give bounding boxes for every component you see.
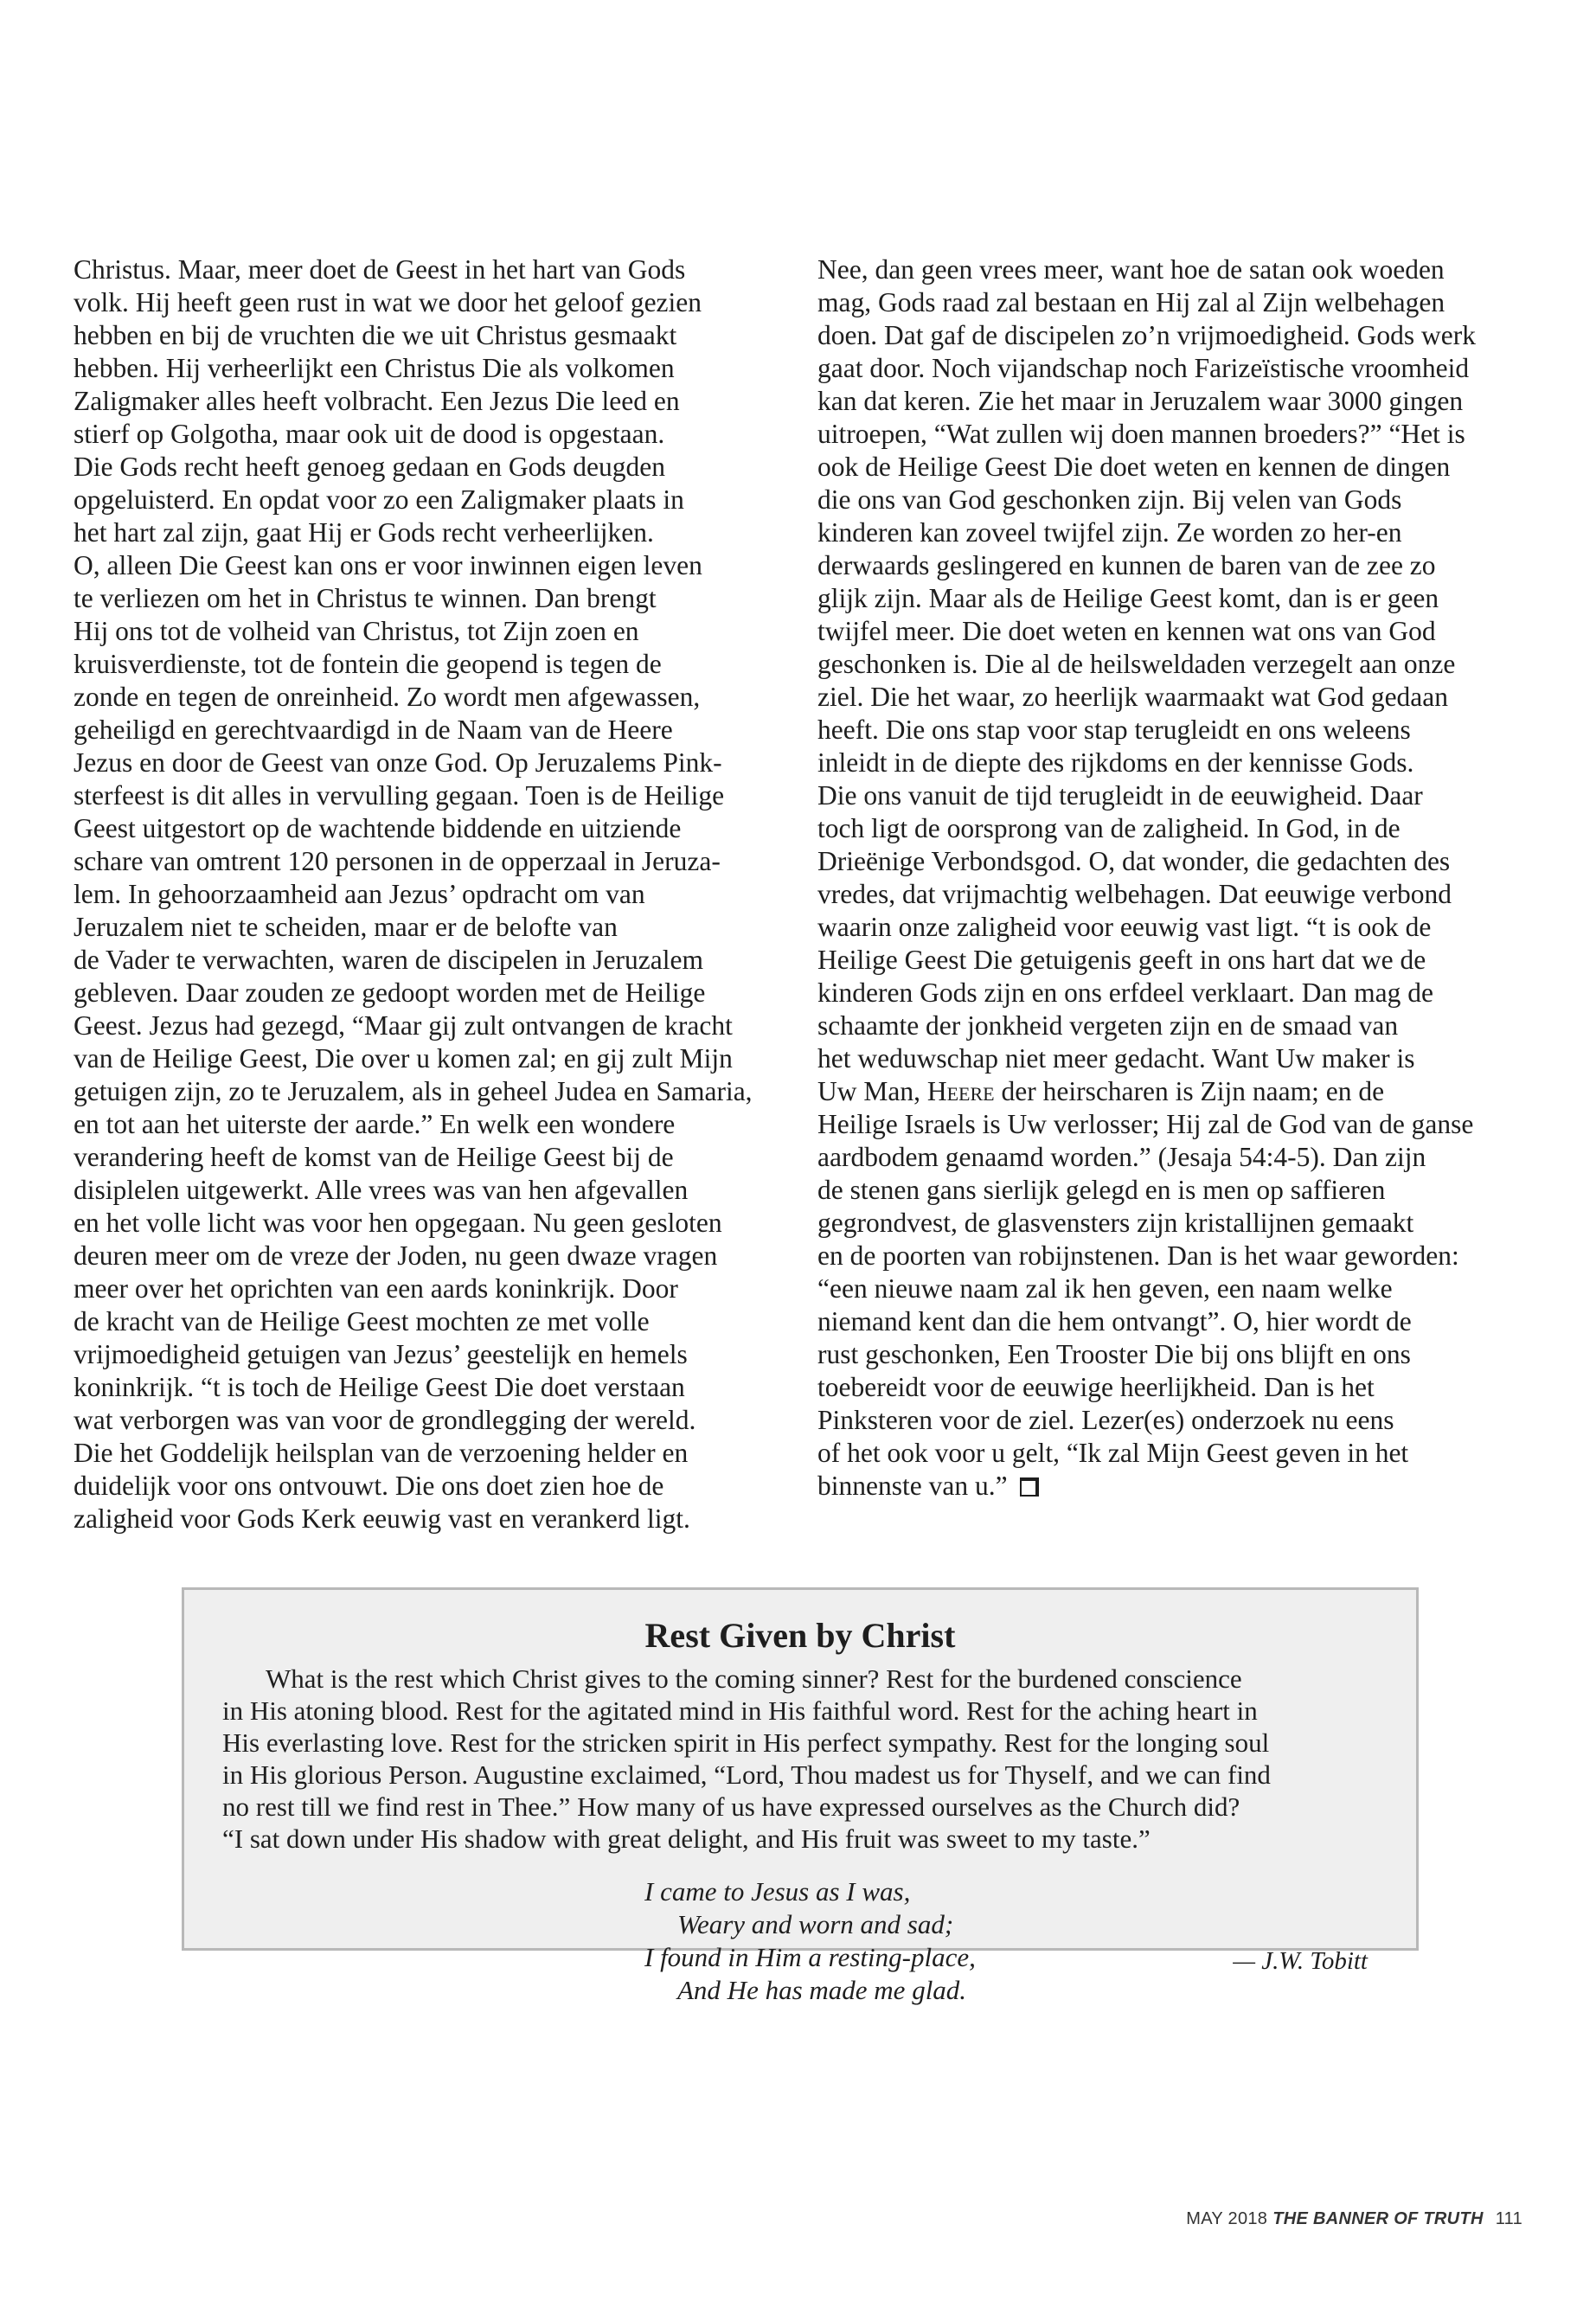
text-line: waarin onze zaligheid voor eeuwig vast ligt. “t is ook de [817,912,1432,942]
text-line: duidelijk voor ons ontvouwt. Die ons doet zien hoe de [74,1471,664,1501]
text-line: kinderen kan zoveel twijfel zijn. Ze worden zo her-en [817,517,1402,548]
text-line: de Vader te verwachten, waren de discipelen in Jeruzalem [74,945,703,975]
text-line: wat verborgen was van voor de grondlegging der wereld. [74,1405,696,1435]
text-line: Jezus en door de Geest van onze God. Op Jeruzalems Pink- [74,747,722,778]
sidebar-title: Rest Given by Christ [644,1616,956,1655]
text-line: And He has made me glad. [677,1975,967,2005]
text-line: Jeruzalem niet te scheiden, maar er de belofte van [74,912,618,942]
text-line: zaligheid voor Gods Kerk eeuwig vast en verankerd ligt. [74,1503,690,1534]
article-right-column [817,253,1518,1503]
text-line: Christus. Maar, meer doet de Geest in het hart van Gods [74,254,686,285]
text-line: of het ook voor u gelt, “Ik zal Mijn Geest geven in het [817,1438,1409,1468]
sidebar-box [182,1587,1419,2005]
text-line: no rest till we find rest in Thee.” How many of us have expressed ourselves as the Church did? [222,1791,1240,1822]
text-line: volk. Hij heeft geen rust in wat we door het geloof gezien [74,287,702,317]
text-line: Drieënige Verbondsgod. O, dat wonder, die gedachten des [817,846,1451,876]
text-line: Geest. Jezus had gezegd, “Maar gij zult ontvangen de kracht [74,1010,733,1041]
text-line: Heilige Israels is Uw verlosser; Hij zal de God van de ganse [817,1109,1474,1139]
right-column-part-b [817,1108,1518,1470]
text-line: Die het Goddelijk heilsplan van de verzoening helder en [74,1438,689,1468]
text-line: kinderen Gods zijn en ons erfdeel verklaart. Dan mag de [817,977,1433,1008]
text-line: en de poorten van robijnstenen. Dan is het waar geworden: [817,1240,1459,1271]
end-of-article-icon [1020,1477,1039,1497]
right-column-part-a [817,253,1518,1075]
lord-small-caps: Heere [926,1076,995,1106]
text-line: verandering heeft de komst van de Heilige Geest bij de [74,1142,674,1172]
text-line: koninkrijk. “t is toch de Heilige Geest Die doet verstaan [74,1372,685,1402]
text-line: de kracht van de Heilige Geest mochten ze met volle [74,1306,650,1336]
sidebar-body [222,1663,1381,1855]
text-line: deuren meer om de vreze der Joden, nu geen dwaze vragen [74,1240,718,1271]
text-line: Weary and worn and sad; [677,1909,954,1939]
text-line: kan dat keren. Zie het maar in Jeruzalem waar 3000 gingen [817,386,1464,416]
text-line: lem. In gehoorzaamheid aan Jezus’ opdracht om van [74,879,645,909]
text-line: het hart zal zijn, gaat Hij er Gods recht verheerlijken. [74,517,654,548]
text-line: in His glorious Person. Augustine exclaimed, “Lord, Thou madest us for Thyself, and we can find [222,1759,1271,1790]
text-line: zonde en tegen de onreinheid. Zo wordt men afgewassen, [74,682,701,712]
text-line: schare van omtrent 120 personen in de opperzaal in Jeruza- [74,846,721,876]
text-line: niemand kent dan die hem ontvangt”. O, hier wordt de [817,1306,1412,1336]
text-line: Geest uitgestort op de wachtende biddende en uitziende [74,813,682,843]
text-line: glijk zijn. Maar als de Heilige Geest komt, dan is er geen [817,583,1439,613]
text-line: I came to Jesus as I was, [644,1876,911,1907]
text-line: inleidt in de diepte des rijkdoms en der kennisse Gods. [817,747,1414,778]
article-left-column [74,253,774,1535]
text-line: “een nieuwe naam zal ik hen geven, een naam welke [817,1273,1393,1304]
text-line: schaamte der jonkheid vergeten zijn en de smaad van [817,1010,1399,1041]
text-line: van de Heilige Geest, Die over u komen zal; en gij zult Mijn [74,1043,733,1074]
text-line: en tot aan het uiterste der aarde.” En welk een wondere [74,1109,676,1139]
text-line: gegrondvest, de glasvensters zijn kristallijnen gemaakt [817,1208,1414,1238]
text-line: mag, Gods raad zal bestaan en Hij zal al Zijn welbehagen [817,287,1445,317]
text-line: in His atoning blood. Rest for the agitated mind in His faithful word. Rest for the aching heart in [222,1695,1258,1726]
text-line: gaat door. Noch vijandschap noch Farizeïstische vroomheid [817,353,1470,383]
poem [644,1875,976,2007]
text-line: ziel. Die het waar, zo heerlijk waarmaakt wat God gedaan [817,682,1449,712]
text-line: geschonken is. Die al de heilsweldaden verzegelt aan onze [817,649,1456,679]
text-line: vredes, dat vrijmachtig welbehagen. Dat eeuwige verbond [817,879,1452,909]
text-line: Heilige Geest Die getuigenis geeft in ons hart dat we de [817,945,1426,975]
text-line: toch ligt de oorsprong van de zaligheid. In God, in de [817,813,1401,843]
line-text: der heirscharen is Zijn naam; en de [994,1076,1385,1106]
text-line: ook de Heilige Geest Die doet weten en kennen de dingen [817,452,1451,482]
article-line [817,1075,1518,1108]
text-line: His everlasting love. Rest for the stricken spirit in His perfect sympathy. Rest for the longing soul [222,1727,1270,1758]
text-line: de stenen gans sierlijk gelegd en is men op saffieren [817,1175,1386,1205]
magazine-title: THE BANNER OF TRUTH [1272,2209,1484,2228]
text-line: hebben en bij de vruchten die we uit Christus gesmaakt [74,320,677,350]
text-line: meer over het oprichten van een aards koninkrijk. Door [74,1273,678,1304]
text-line: toebereidt voor de eeuwige heerlijkheid. Dan is het [817,1372,1375,1402]
text-line: derwaards geslingered en kunnen de baren van de zee zo [817,550,1436,580]
text-line: geheiligd en gerechtvaardigd in de Naam van de Heere [74,715,673,745]
text-line: I found in Him a resting-place, [644,1942,976,1972]
text-line: Zaligmaker alles heeft volbracht. Een Jezus Die leed en [74,386,680,416]
text-line: Die ons vanuit de tijd terugleidt in de eeuwigheid. Daar [817,780,1423,811]
page-footer [1186,2209,1522,2229]
article-line [817,1470,1518,1503]
text-line: vrijmoedigheid getuigen van Jezus’ geestelijk en hemels [74,1339,688,1369]
poem-attribution: — J.W. Tobitt [1233,1947,1368,1975]
text-line: sterfeest is dit alles in vervulling gegaan. Toen is de Heilige [74,780,725,811]
issue-date: MAY 2018 [1186,2209,1268,2228]
text-line: hebben. Hij verheerlijkt een Christus Die als volkomen [74,353,675,383]
text-line: aardbodem genaamd worden.” (Jesaja 54:4-5). Dan zijn [817,1142,1426,1172]
text-line: Nee, dan geen vrees meer, want hoe de satan ook woeden [817,254,1445,285]
text-line: O, alleen Die Geest kan ons er voor inwinnen eigen leven [74,550,702,580]
text-line: getuigen zijn, zo te Jeruzalem, als in geheel Judea en Samaria, [74,1076,753,1106]
line-text: binnenste van u.” [817,1471,1008,1501]
text-line: twijfel meer. Die doet weten en kennen wat ons van God [817,616,1436,646]
text-line: stierf op Golgotha, maar ook uit de dood is opgestaan. [74,419,665,449]
page-number: 111 [1495,2209,1522,2228]
text-line: die ons van God geschonken zijn. Bij velen van Gods [817,484,1402,515]
text-line: Die Gods recht heeft genoeg gedaan en Gods deugden [74,452,666,482]
text-line: kruisverdienste, tot de fontein die geopend is tegen de [74,649,662,679]
text-line: heeft. Die ons stap voor stap terugleidt en ons weleens [817,715,1411,745]
line-text: Uw Man, [817,1076,927,1106]
text-line: “I sat down under His shadow with great delight, and His fruit was sweet to my taste.” [222,1823,1151,1854]
text-line: opgeluisterd. En opdat voor zo een Zaligmaker plaats in [74,484,684,515]
text-line: en het volle licht was voor hen opgegaan. Nu geen gesloten [74,1208,722,1238]
text-line: disiplelen uitgewerkt. Alle vrees was van hen afgevallen [74,1175,689,1205]
text-line: What is the rest which Christ gives to the coming sinner? Rest for the burdened conscience [266,1663,1242,1694]
text-line: rust geschonken, Een Trooster Die bij ons blijft en ons [817,1339,1411,1369]
text-line: het weduwschap niet meer gedacht. Want Uw maker is [817,1043,1415,1074]
text-line: uitroepen, “Wat zullen wij doen mannen broeders?” “Het is [817,419,1465,449]
text-line: te verliezen om het in Christus te winnen. Dan brengt [74,583,657,613]
text-line: doen. Dat gaf de discipelen zo’n vrijmoedigheid. Gods werk [817,320,1477,350]
text-line: Pinksteren voor de ziel. Lezer(es) onderzoek nu eens [817,1405,1394,1435]
text-line: gebleven. Daar zouden ze gedoopt worden met de Heilige [74,977,706,1008]
text-line: Hij ons tot de volheid van Christus, tot Zijn zoen en [74,616,639,646]
